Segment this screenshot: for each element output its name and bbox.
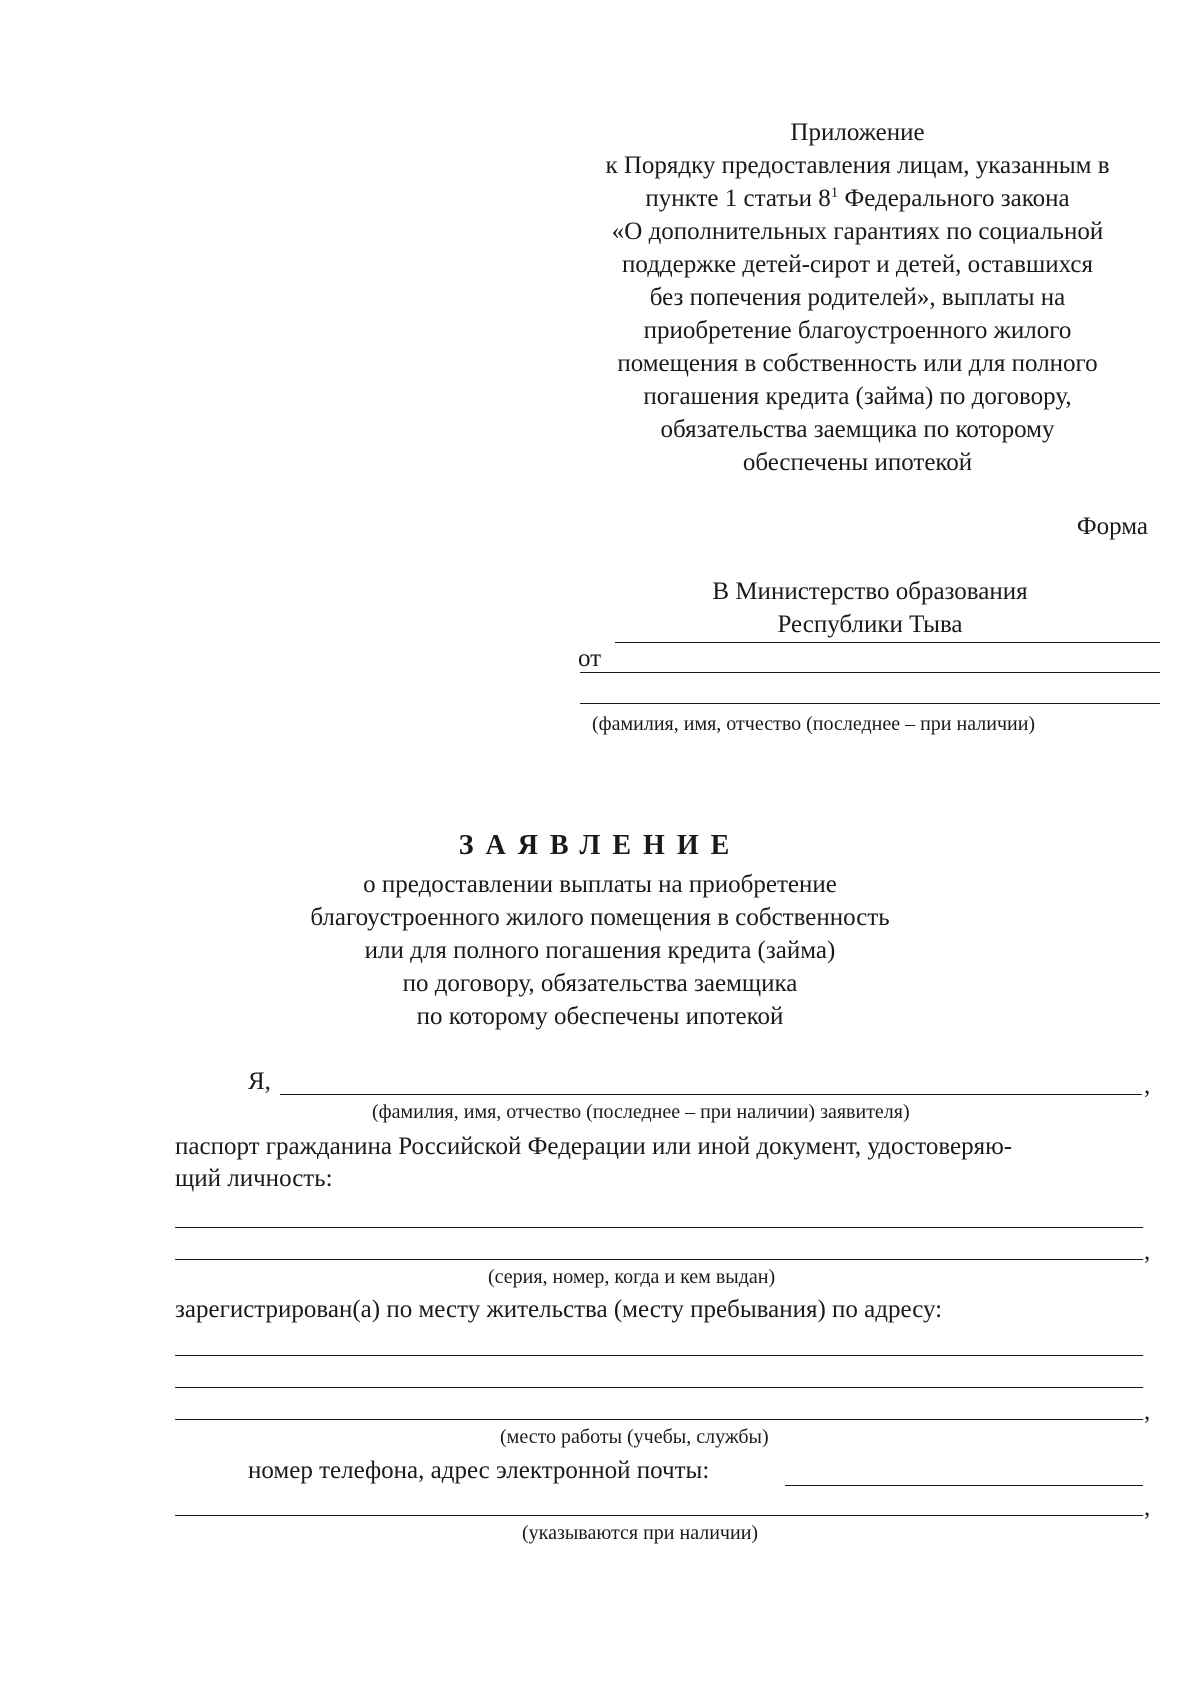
comma: , <box>1144 1494 1151 1521</box>
comma: , <box>1144 1238 1151 1265</box>
passport-field-line1[interactable] <box>175 1227 1143 1228</box>
form-label: Форма <box>1076 513 1148 540</box>
from-name-field[interactable] <box>615 642 1160 643</box>
passport-label-line2: щий личность: <box>175 1165 333 1192</box>
phone-email-field-line2[interactable] <box>175 1515 1143 1516</box>
from-name-field-line3[interactable] <box>580 703 1160 704</box>
phone-email-field-line1[interactable] <box>785 1485 1143 1486</box>
addressee-line: Республики Тыва <box>777 611 963 638</box>
work-caption: (место работы (учебы, службы) <box>500 1426 769 1448</box>
subtitle-line: благоустроенного жилого помещения в собственность <box>310 904 890 931</box>
comma: , <box>1144 1072 1151 1099</box>
appendix-line: к Порядку предоставления лицам, указанным в <box>605 152 1110 179</box>
appendix-line: обеспечены ипотекой <box>742 449 973 476</box>
address-field-line2[interactable] <box>175 1387 1143 1388</box>
comma: , <box>1144 1398 1151 1425</box>
document-title: ЗАЯВЛЕНИЕ <box>458 830 742 861</box>
appendix-line: погашения кредита (займа) по договору, <box>643 383 1072 410</box>
addressee-line: В Министерство образования <box>712 578 1028 605</box>
superscript: 1 <box>830 185 839 201</box>
appendix-line-text: Федерального закона <box>838 185 1070 212</box>
phone-email-caption: (указываются при наличии) <box>522 1522 759 1544</box>
appendix-line: приобретение благоустроенного жилого <box>643 317 1072 344</box>
appendix-header <box>555 116 1160 479</box>
applicant-name-field[interactable] <box>280 1094 1142 1095</box>
appendix-line: помещения в собственность или для полного <box>617 350 1098 377</box>
from-name-caption: (фамилия, имя, отчество (последнее – при наличии) <box>592 713 1036 735</box>
appendix-title: Приложение <box>790 119 925 146</box>
subtitle-line: по договору, обязательства заемщика <box>402 970 798 997</box>
from-label: от <box>578 645 602 672</box>
from-name-field-line2[interactable] <box>580 672 1160 673</box>
phone-email-label: номер телефона, адрес электронной почты: <box>248 1457 710 1484</box>
appendix-line: обязательства заемщика по которому <box>660 416 1055 443</box>
applicant-name-caption: (фамилия, имя, отчество (последнее – при наличии) заявителя) <box>372 1101 910 1123</box>
subtitle-line: о предоставлении выплаты на приобретение <box>363 871 837 898</box>
appendix-line: «О дополнительных гарантиях по социальной <box>611 218 1104 245</box>
passport-label-line1: паспорт гражданина Российской Федерации или иной документ, удостоверяю- <box>175 1133 1013 1160</box>
i-label: Я, <box>248 1068 271 1095</box>
address-field-line3[interactable] <box>175 1419 1143 1420</box>
document-subtitle <box>250 868 950 1033</box>
passport-field-line2[interactable] <box>175 1259 1143 1260</box>
registered-label: зарегистрирован(а) по месту жительства (месту пребывания) по адресу: <box>175 1296 943 1323</box>
subtitle-line: по которому обеспечены ипотекой <box>416 1003 784 1030</box>
appendix-line: поддержке детей-сирот и детей, оставшихся <box>622 251 1093 278</box>
passport-caption: (серия, номер, когда и кем выдан) <box>488 1266 776 1288</box>
appendix-line-text: пункте 1 статьи 8 <box>645 185 831 212</box>
appendix-line <box>555 182 1160 215</box>
address-field-line1[interactable] <box>175 1355 1143 1356</box>
appendix-line: без попечения родителей», выплаты на <box>649 284 1066 311</box>
subtitle-line: или для полного погашения кредита (займа) <box>364 937 836 964</box>
addressee-block <box>580 575 1160 641</box>
